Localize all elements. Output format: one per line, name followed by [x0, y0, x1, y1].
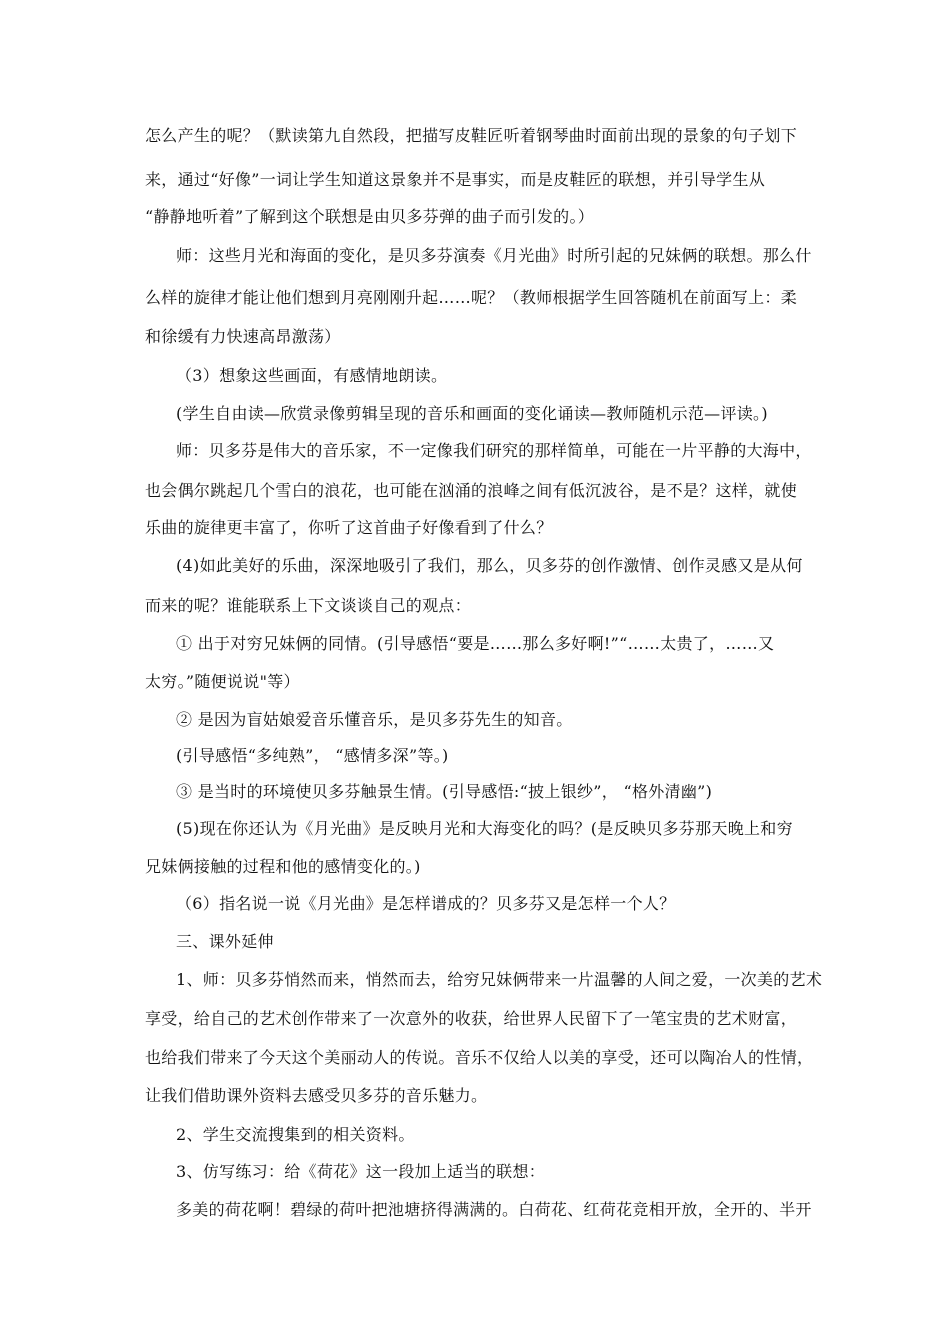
text-line: 来，通过“好像”一词让学生知道这景象并不是事实，而是皮鞋匠的联想，并引导学生从 [145, 170, 766, 189]
text-line: “静静地听着”了解到这个联想是由贝多芬弹的曲子而引发的。） [145, 207, 595, 226]
text-line: 师：这些月光和海面的变化，是贝多芬演奏《月光曲》时所引起的兄妹俩的联想。那么什 [176, 246, 812, 265]
text-line: 么样的旋律才能让他们想到月亮刚刚升起……呢？（教师根据学生回答随机在前面写上：柔 [145, 288, 798, 307]
text-line: (学生自由读—欣赏录像剪辑呈现的音乐和画面的变化诵读—教师随机示范—评读。) [176, 404, 768, 423]
text-line: 太穷。”随便说说"等） [145, 672, 300, 691]
text-line: 乐曲的旋律更丰富了，你听了这首曲子好像看到了什么？ [145, 518, 553, 537]
text-line: (5)现在你还认为《月光曲》是反映月光和大海变化的吗？(是反映贝多芬那天晚上和穷 [176, 819, 793, 838]
text-line: 多美的荷花啊！碧绿的荷叶把池塘挤得满满的。白荷花、红荷花竞相开放，全开的、半开 [176, 1200, 812, 1219]
text-line: 师：贝多芬是伟大的音乐家，不一定像我们研究的那样简单，可能在一片平静的大海中， [176, 441, 812, 460]
text-line: 兄妹俩接触的过程和他的感情变化的。) [145, 857, 421, 876]
text-line: 也给我们带来了今天这个美丽动人的传说。音乐不仅给人以美的享受，还可以陶冶人的性情， [145, 1048, 814, 1067]
text-line: 3、仿写练习：给《荷花》这一段加上适当的联想： [176, 1162, 546, 1181]
text-line: （3）想象这些画面，有感情地朗读。 [176, 366, 448, 385]
text-line: 1、师：贝多芬悄然而来，悄然而去，给穷兄妹俩带来一片温馨的人间之爱，一次美的艺术 [176, 970, 823, 989]
text-line: 怎么产生的呢？（默读第九自然段，把描写皮鞋匠听着钢琴曲时面前出现的景象的句子划下 [145, 126, 798, 145]
section-heading: 三、课外延伸 [176, 932, 274, 951]
text-line: ③ 是当时的环境使贝多芬触景生情。(引导感悟:“披上银纱”， “格外清幽”) [176, 782, 713, 801]
text-line: (4)如此美好的乐曲，深深地吸引了我们，那么，贝多芬的创作激情、创作灵感又是从何 [176, 556, 803, 575]
text-line: 也会偶尔跳起几个雪白的浪花，也可能在汹涌的浪峰之间有低沉波谷，是不是？这样，就使 [145, 481, 798, 500]
text-line: (引导感悟“多纯熟”， “感情多深”等。) [176, 746, 449, 765]
text-line: 而来的呢？谁能联系上下文谈谈自己的观点： [145, 596, 472, 615]
text-line: 2、学生交流搜集到的相关资料。 [176, 1125, 415, 1144]
text-line: 和徐缓有力快速高昂激荡） [145, 327, 341, 346]
text-line: （6）指名说一说《月光曲》是怎样谱成的？贝多芬又是怎样一个人？ [176, 894, 676, 913]
text-line: ② 是因为盲姑娘爱音乐懂音乐，是贝多芬先生的知音。 [176, 710, 573, 729]
text-line: 享受，给自己的艺术创作带来了一次意外的收获，给世界人民留下了一笔宝贵的艺术财富， [145, 1009, 798, 1028]
text-line: 让我们借助课外资料去感受贝多芬的音乐魅力。 [145, 1086, 488, 1105]
text-line: ① 出于对穷兄妹俩的同情。(引导感悟“要是……那么多好啊!”“……太贵了，……又 [176, 634, 775, 653]
